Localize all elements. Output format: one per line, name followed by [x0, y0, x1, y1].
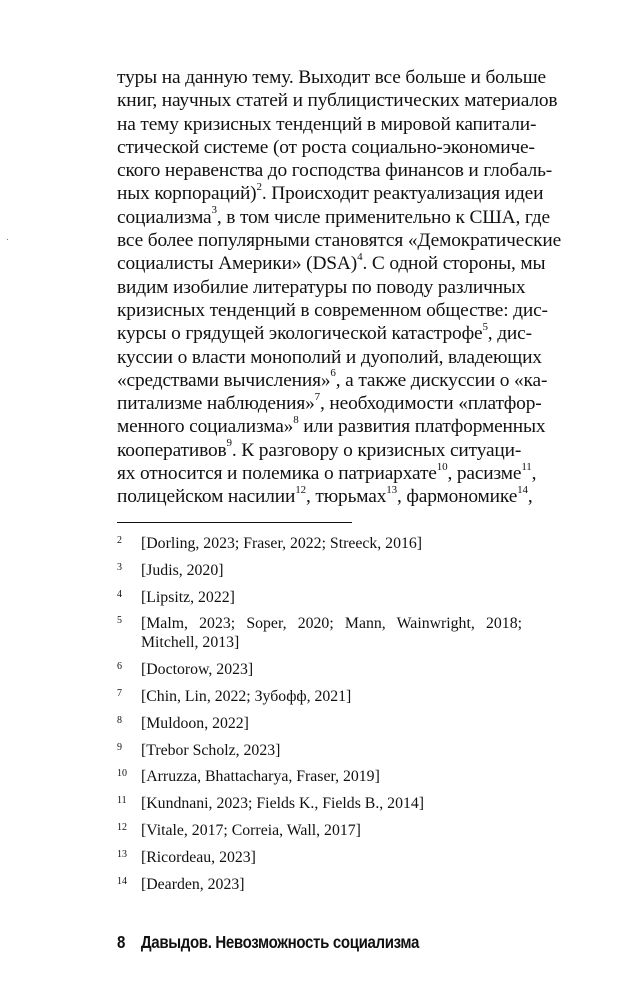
text-run: полицейском насилии — [117, 486, 296, 508]
footnote-item — [117, 534, 522, 553]
footnote-number: 11 — [117, 795, 127, 807]
text-line — [117, 346, 542, 369]
footnote-ref: 13 — [386, 483, 397, 496]
footnote-item — [117, 714, 522, 733]
footnote-text: [Kundnani, 2023; Fields K., Fields B., 2014] — [141, 795, 425, 813]
text-run: или развития платформенных — [298, 416, 546, 438]
text-run: . К разговору о кризисных ситуаци- — [231, 439, 522, 461]
text-line — [117, 204, 550, 229]
footnote-text: [Arruzza, Bhattacharya, Fraser, 2019] — [141, 768, 380, 786]
footnote-ref: 3 — [211, 204, 217, 217]
page-footer — [117, 932, 478, 953]
footnote-item — [117, 741, 522, 760]
footnote-item — [117, 660, 522, 679]
footnote-ref: 8 — [293, 413, 299, 426]
footnote-ref: 10 — [436, 460, 448, 473]
footnote-ref: 7 — [314, 390, 320, 403]
text-run: , расизме — [447, 463, 522, 485]
footnote-ref: 9 — [226, 437, 232, 450]
text-run: питализме наблюдения» — [117, 393, 315, 415]
footnote-item — [117, 588, 522, 607]
footnote-number: 4 — [117, 588, 122, 600]
footnote-ref: 4 — [357, 250, 363, 263]
text-line — [117, 390, 542, 415]
text-line — [117, 413, 546, 438]
footnote-text: [Dorling, 2023; Fraser, 2022; Streeck, 2016] — [141, 535, 423, 552]
footnote-text: [Lipsitz, 2022] — [141, 588, 235, 606]
footnote-ref: 5 — [482, 320, 488, 333]
text-line — [117, 89, 558, 112]
text-line — [117, 276, 526, 299]
text-run: «средствами вычисления» — [117, 369, 331, 391]
footnote-item — [117, 561, 522, 580]
footnote-text: [Dearden, 2023] — [141, 875, 245, 893]
page-number: 8 — [117, 932, 126, 952]
footnote-number: 5 — [117, 615, 122, 627]
footnote-number: 7 — [117, 687, 122, 699]
footnote-item — [117, 848, 522, 867]
text-run: социализма — [117, 206, 212, 228]
footnote-item — [117, 875, 522, 894]
footnote-number: 12 — [117, 821, 127, 833]
footnote-text: [Doctorow, 2023] — [141, 661, 254, 679]
footnote-number: 13 — [117, 848, 127, 860]
footnote-ref: 14 — [517, 483, 528, 496]
text-run: ях относится и полемика о патриархате — [117, 463, 437, 485]
text-run: кризисных тенденций в современном обществе: дис- — [117, 299, 548, 321]
text-line — [117, 367, 548, 392]
text-line — [117, 159, 553, 182]
text-run: ского неравенства до господства финансов и глобаль- — [117, 160, 553, 182]
text-run: , в том числе применительно к США, где — [216, 206, 550, 228]
footnote-number: 2 — [117, 535, 122, 546]
footnote-number: 14 — [117, 875, 127, 887]
scan-speck — [7, 239, 8, 240]
footnote-item — [117, 767, 522, 786]
text-run: , — [527, 486, 533, 508]
footnote-item — [117, 614, 522, 652]
footnote-ref: 6 — [330, 367, 336, 380]
footnote-separator — [117, 522, 352, 523]
text-line — [117, 460, 537, 485]
text-run: , дис- — [487, 323, 532, 345]
text-line — [117, 136, 535, 159]
text-line — [117, 181, 544, 205]
footnote-item — [117, 794, 522, 813]
footnote-number: 6 — [117, 661, 122, 673]
text-run: на тему кризисных тенденций в мировой капитали- — [117, 113, 537, 135]
footnote-number: 8 — [117, 714, 122, 726]
text-run: стической системе (от роста социально-экономиче- — [117, 136, 535, 158]
text-run: социалисты Америки» (DSA) — [117, 253, 358, 275]
text-run: ных корпораций) — [117, 183, 257, 205]
text-line — [117, 299, 548, 322]
running-title: Давыдов. Невозможность социализма — [140, 932, 420, 952]
footnote-text: [Trebor Scholz, 2023] — [141, 741, 281, 759]
footnotes-list — [117, 534, 522, 901]
main-text-block — [117, 66, 562, 509]
text-run: туры на данную тему. Выходит все больше и больше — [117, 67, 546, 88]
footnote-ref: 12 — [295, 483, 306, 496]
text-run: , фармономике — [396, 486, 518, 508]
text-run: видим изобилие литературы по поводу различных — [117, 276, 526, 298]
text-line — [117, 113, 537, 136]
text-run: книг, научных статей и публицистических материалов — [117, 90, 558, 112]
text-line — [117, 483, 533, 508]
text-run: куссии о власти монополий и дуополий, владеющих — [117, 346, 542, 368]
footnote-item — [117, 821, 522, 840]
text-run: , необходимости «платфор- — [320, 393, 542, 415]
text-run: курсы о грядущей экологической катастрофе — [117, 323, 483, 345]
footnote-text: [Muldoon, 2022] — [141, 714, 249, 732]
text-run: менного социализма» — [117, 416, 294, 438]
footnote-number: 9 — [117, 741, 122, 753]
text-line — [117, 66, 546, 89]
footnote-text: [Vitale, 2017; Correia, Wall, 2017] — [141, 821, 361, 839]
footnote-text: [Judis, 2020] — [141, 561, 224, 579]
text-line — [117, 250, 546, 275]
text-run: кооперативов — [117, 439, 227, 461]
footnote-text: [Malm, 2023; Soper, 2020; Mann, Wainwright, 2018; Mitchell, 2013] — [141, 615, 522, 652]
text-run: , а также дискуссии о «ка- — [335, 369, 548, 391]
text-line — [117, 437, 522, 462]
text-run: , — [531, 463, 537, 485]
text-line — [117, 229, 562, 252]
footnote-ref: 11 — [521, 460, 532, 473]
footnote-text: [Ricordeau, 2023] — [141, 848, 256, 866]
text-run: , тюрьмах — [305, 486, 387, 508]
text-run: . Происходит реактуализация идеи — [261, 183, 544, 205]
text-run: . С одной стороны, мы — [362, 253, 546, 275]
footnote-number: 10 — [117, 768, 127, 780]
footnote-ref: 2 — [256, 181, 262, 194]
text-line — [117, 320, 532, 345]
footnote-number: 3 — [117, 561, 122, 573]
footnote-item — [117, 687, 522, 706]
text-run: все более популярными становятся «Демократические — [117, 230, 562, 252]
footnote-text: [Chin, Lin, 2022; Зубофф, 2021] — [141, 687, 352, 705]
